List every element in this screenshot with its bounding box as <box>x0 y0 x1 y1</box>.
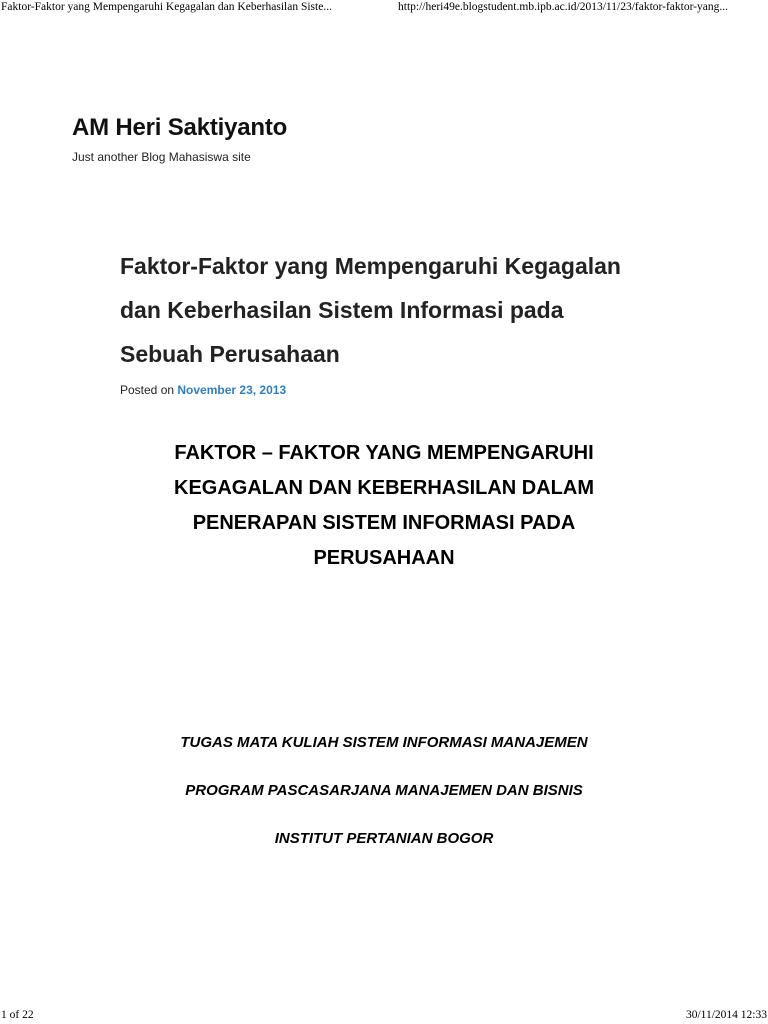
post-title[interactable]: Faktor-Faktor yang Mempengaruhi Kegagalan dan Keberhasilan Sistem Informasi pada Sebuah Perusahaan <box>120 253 621 367</box>
print-header-url: http://heri49e.blogstudent.mb.ipb.ac.id/2013/11/23/faktor-faktor-yang... <box>398 1 728 13</box>
print-date: 30/11/2014 12:33 <box>685 1009 767 1021</box>
site-tagline: Just another Blog Mahasiswa site <box>72 150 251 164</box>
course-line: TUGAS MATA KULIAH SISTEM INFORMASI MANAJEMEN <box>180 734 588 751</box>
posted-on-label: Posted on <box>120 383 175 397</box>
program-line: PROGRAM PASCASARJANA MANAJEMEN DAN BISNIS <box>185 782 583 799</box>
page-count: 1 of 22 <box>1 1009 34 1021</box>
institution-line: INSTITUT PERTANIAN BOGOR <box>274 830 494 847</box>
print-header <box>0 1 768 17</box>
content-heading: FAKTOR – FAKTOR YANG MEMPENGARUHI KEGAGALAN DAN KEBERHASILAN DALAM PENERAPAN SISTEM INFORMASI PADA PERUSAHAAN <box>174 442 594 569</box>
post-meta <box>120 383 286 397</box>
post-date-link[interactable]: November 23, 2013 <box>177 383 287 397</box>
print-footer <box>0 1009 768 1023</box>
print-header-title: Faktor-Faktor yang Mempengaruhi Kegagalan dan Keberhasilan Siste... <box>1 1 332 13</box>
site-title[interactable]: AM Heri Saktiyanto <box>72 114 288 141</box>
